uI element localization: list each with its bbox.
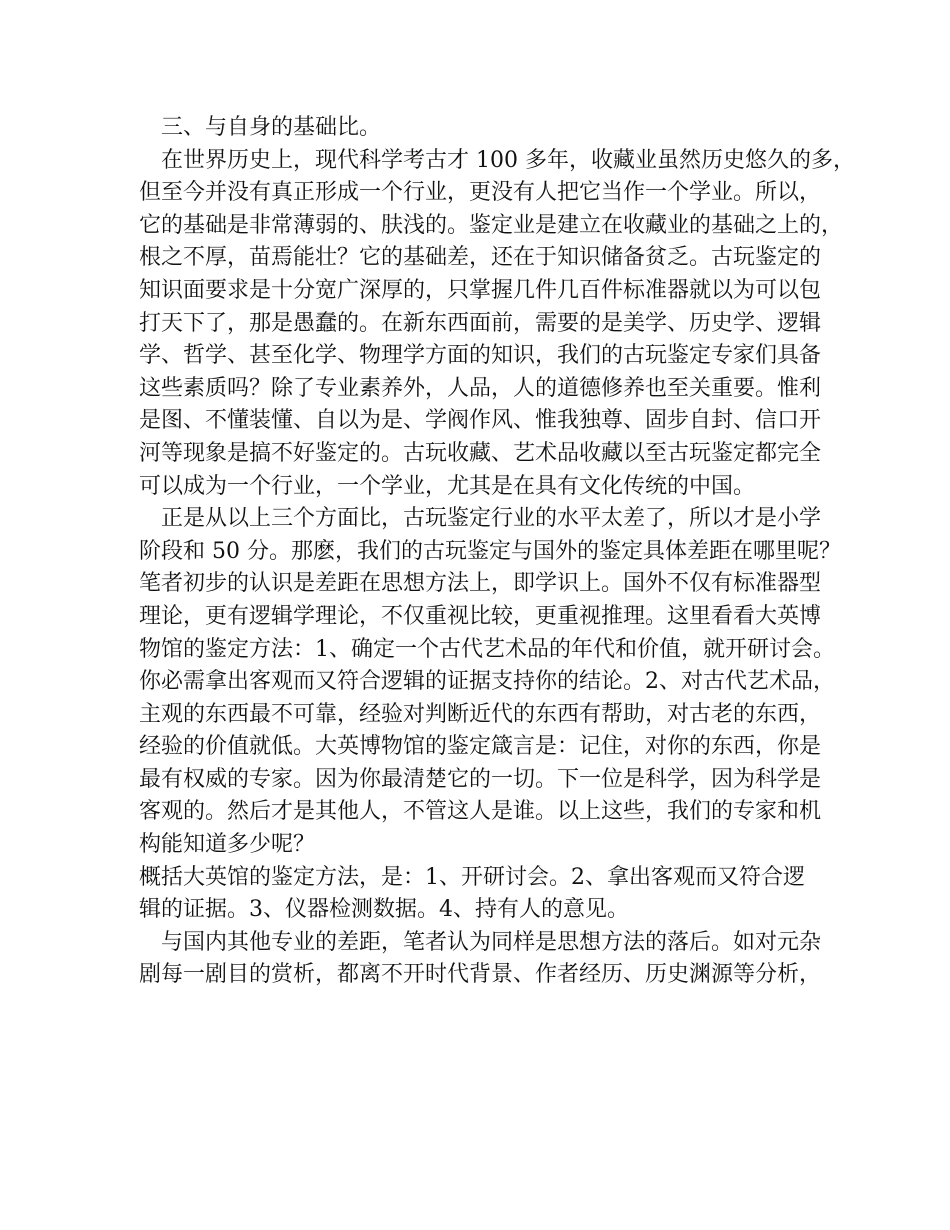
text-line: 经验的价值就低。大英博物馆的鉴定箴言是：记住，对你的东西，你是 xyxy=(139,734,822,760)
text-line: 你必需拿出客观而又符合逻辑的证据支持你的结论。2、对古代艺术品， xyxy=(139,669,835,695)
text-line: 理论，更有逻辑学理论，不仅重视比较，更重视推理。这里看看大英博 xyxy=(139,603,822,629)
text-line: 物馆的鉴定方法：1、确定一个古代艺术品的年代和价值，就开研讨会。 xyxy=(139,636,835,662)
text-line: 打天下了，那是愚蠢的。在新东西面前，需要的是美学、历史学、逻辑 xyxy=(139,310,822,336)
text-line: 知识面要求是十分宽广深厚的，只掌握几件几百件标准器就以为可以包 xyxy=(139,277,822,303)
text-line: 学、哲学、甚至化学、物理学方面的知识，我们的古玩鉴定专家们具备 xyxy=(139,343,822,369)
text-line: 它的基础是非常薄弱的、肤浅的。鉴定业是建立在收藏业的基础之上的， xyxy=(139,212,844,238)
text-line: 构能知道多少呢？ xyxy=(139,832,316,858)
text-line: 阶段和 50 分。那麽，我们的古玩鉴定与国外的鉴定具体差距在哪里呢？ xyxy=(139,538,841,564)
text-line: 与国内其他专业的差距，笔者认为同样是思想方法的落后。如对元杂 xyxy=(139,929,822,955)
text-line: 这些素质吗？除了专业素养外，人品，人的道德修养也至关重要。惟利 xyxy=(139,375,822,401)
text-line: 笔者初步的认识是差距在思想方法上，即学识上。国外不仅有标准器型 xyxy=(139,571,822,597)
text-line: 正是从以上三个方面比，古玩鉴定行业的水平太差了，所以才是小学 xyxy=(139,506,822,532)
text-line: 根之不厚，苗焉能壮？它的基础差，还在于知识储备贫乏。古玩鉴定的 xyxy=(139,245,822,271)
text-line: 但至今并没有真正形成一个行业，更没有人把它当作一个学业。所以， xyxy=(139,180,822,206)
text-line: 主观的东西最不可靠，经验对判断近代的东西有帮助，对古老的东西， xyxy=(139,701,822,727)
text-line: 三、与自身的基础比。 xyxy=(139,115,382,140)
text-line: 在世界历史上，现代科学考古才 100 多年，收藏业虽然历史悠久的多， xyxy=(139,147,855,173)
text-line: 可以成为一个行业，一个学业，尤其是在具有文化传统的中国。 xyxy=(139,473,756,499)
text-line: 剧每一剧目的赏析，都离不开时代背景、作者经历、历史渊源等分析， xyxy=(139,962,822,988)
text-line: 河等现象是搞不好鉴定的。古玩收藏、艺术品收藏以至古玩鉴定都完全 xyxy=(139,440,822,466)
text-line: 最有权威的专家。因为你最清楚它的一切。下一位是科学，因为科学是 xyxy=(139,766,822,792)
text-line: 辑的证据。3、仪器检测数据。4、持有人的意见。 xyxy=(139,897,629,923)
document-body xyxy=(139,112,855,992)
text-line: 概括大英馆的鉴定方法，是：1、开研讨会。2、拿出客观而又符合逻 xyxy=(139,864,805,890)
text-line: 客观的。然后才是其他人，不管这人是谁。以上这些，我们的专家和机 xyxy=(139,799,822,825)
text-line: 是图、不懂装懂、自以为是、学阀作风、惟我独尊、固步自封、信口开 xyxy=(139,408,822,434)
